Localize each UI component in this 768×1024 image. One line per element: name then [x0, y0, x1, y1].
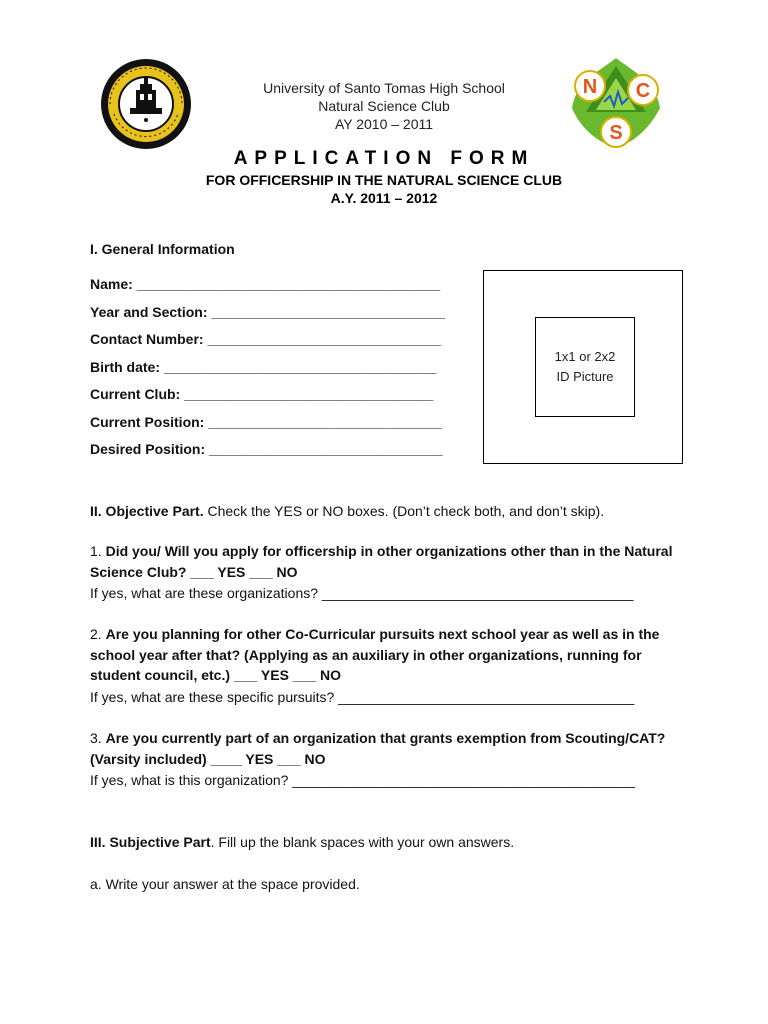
birth-date-blank[interactable]: ___________________________________ — [163, 359, 437, 375]
subjective-part-intro — [90, 832, 690, 853]
contact-number-field[interactable] — [90, 331, 441, 347]
question-2-number: 2. — [90, 626, 106, 642]
current-position-blank[interactable]: ______________________________ — [208, 414, 442, 430]
logo-letter-c: C — [635, 80, 651, 102]
year-section-label: Year and Section: — [90, 304, 208, 320]
desired-position-label: Desired Position: — [90, 441, 206, 457]
year-section-blank[interactable]: ______________________________ — [211, 304, 445, 320]
current-position-label: Current Position: — [90, 414, 205, 430]
club-name: Natural Science Club — [318, 98, 450, 114]
question-3 — [90, 728, 690, 769]
objective-part-heading: II. Objective Part. — [90, 503, 204, 519]
birth-date-field[interactable] — [90, 359, 436, 375]
academic-year: AY 2010 – 2011 — [334, 116, 434, 132]
contact-number-label: Contact Number: — [90, 331, 204, 347]
form-title: APPLICATION FORM — [233, 148, 535, 169]
form-subtitle: FOR OFFICERSHIP IN THE NATURAL SCIENCE CLUB — [205, 172, 563, 188]
section-general-information-heading: I. General Information — [90, 241, 235, 257]
name-blank[interactable]: _______________________________________ — [136, 276, 441, 292]
current-club-field[interactable] — [90, 386, 433, 402]
logo-letter-n: N — [582, 76, 598, 98]
current-position-field[interactable] — [90, 414, 442, 430]
objective-part-intro — [90, 501, 690, 522]
photo-type-label: ID Picture — [556, 369, 614, 384]
question-1-text: Did you/ Will you apply for officership in other organizations other than in the Natural Science Club? ___ YES ___ NO — [90, 543, 673, 580]
question-3-number: 3. — [90, 730, 106, 746]
question-1 — [90, 541, 690, 582]
year-section-field[interactable] — [90, 304, 445, 320]
question-1-followup[interactable]: If yes, what are these organizations? ________________________________________ — [90, 585, 634, 601]
current-club-blank[interactable]: ________________________________ — [184, 386, 434, 402]
question-1-number: 1. — [90, 543, 106, 559]
id-picture-box[interactable] — [535, 317, 635, 417]
subjective-part-instruction: . Fill up the blank spaces with your own answers. — [210, 834, 515, 850]
question-2 — [90, 624, 690, 686]
desired-position-blank[interactable]: ______________________________ — [209, 441, 443, 457]
question-3-followup[interactable]: If yes, what is this organization? ____________________________________________ — [90, 772, 635, 788]
desired-position-field[interactable] — [90, 441, 443, 457]
current-club-label: Current Club: — [90, 386, 181, 402]
question-2-text: Are you planning for other Co-Curricular pursuits next school year as well as in the school year after that? (Applying as an auxiliary in other organizations, running for student council, etc.) ___ YES ___ NO — [90, 626, 660, 683]
form-subtitle-year: A.Y. 2011 – 2012 — [330, 190, 438, 206]
question-2-followup[interactable]: If yes, what are these specific pursuits? ______________________________________ — [90, 689, 635, 705]
birth-date-label: Birth date: — [90, 359, 160, 375]
objective-part-instruction: Check the YES or NO boxes. (Don’t check both, and don’t skip). — [203, 503, 605, 519]
question-3-text: Are you currently part of an organization that grants exemption from Scouting/CAT? (Varsity included) ____ YES ___ NO — [90, 730, 666, 767]
school-name: University of Santo Tomas High School — [263, 80, 505, 96]
subjective-part-heading: III. Subjective Part — [90, 834, 211, 850]
logo-letter-s: S — [609, 122, 623, 144]
contact-number-blank[interactable]: ______________________________ — [207, 331, 442, 347]
photo-size-label: 1x1 or 2x2 — [554, 349, 616, 364]
name-label: Name: — [90, 276, 133, 292]
subjective-item-a: a. Write your answer at the space provided. — [90, 876, 360, 892]
name-field[interactable] — [90, 276, 440, 292]
